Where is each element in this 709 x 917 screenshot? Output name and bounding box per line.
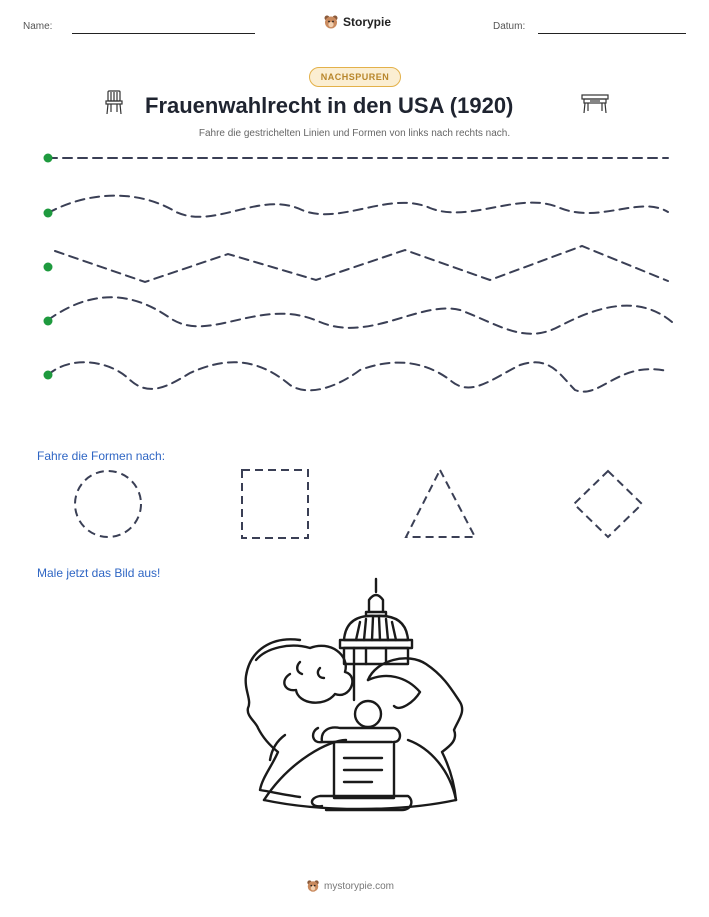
shapes-label: Fahre die Formen nach: [37,449,166,463]
brand [323,14,391,30]
start-dot [44,317,53,326]
date-line[interactable] [538,33,686,34]
storypie-bear-icon [323,14,339,30]
name-line[interactable] [72,33,255,34]
trace-diamond[interactable] [574,471,642,537]
footer-url[interactable]: mystorypie.com [324,880,395,892]
brand-name: Storypie [343,15,392,29]
nachspuren-badge: NACHSPUREN [309,67,401,87]
start-dot [44,209,53,218]
start-dot [44,371,53,380]
footer-brand [306,879,394,893]
storypie-bear-icon [306,879,320,893]
chair-icon [103,89,125,115]
table-icon [580,92,610,114]
trace-line-gentle-wave[interactable] [48,196,668,217]
women-suffrage-capitol-illustration[interactable] [236,576,474,816]
trace-line-zigzag[interactable] [55,246,668,282]
trace-line-rounded-wave[interactable] [48,362,668,391]
subtitle: Fahre die gestrichelten Linien und Formen von links nach rechts nach. [198,128,511,139]
trace-square[interactable] [242,470,308,538]
trace-triangle[interactable] [406,470,475,537]
tracing-lines [0,140,709,410]
start-dot [44,154,53,163]
date-label: Datum: [493,21,526,32]
trace-shapes [0,460,709,550]
coloring-label: Male jetzt das Bild aus! [37,566,161,580]
trace-circle[interactable] [75,471,141,537]
trace-line-wave[interactable] [48,297,672,334]
page-title: Frauenwahlrecht in den USA (1920) [145,93,514,118]
name-label: Name: [23,21,53,32]
start-dot [44,263,53,272]
